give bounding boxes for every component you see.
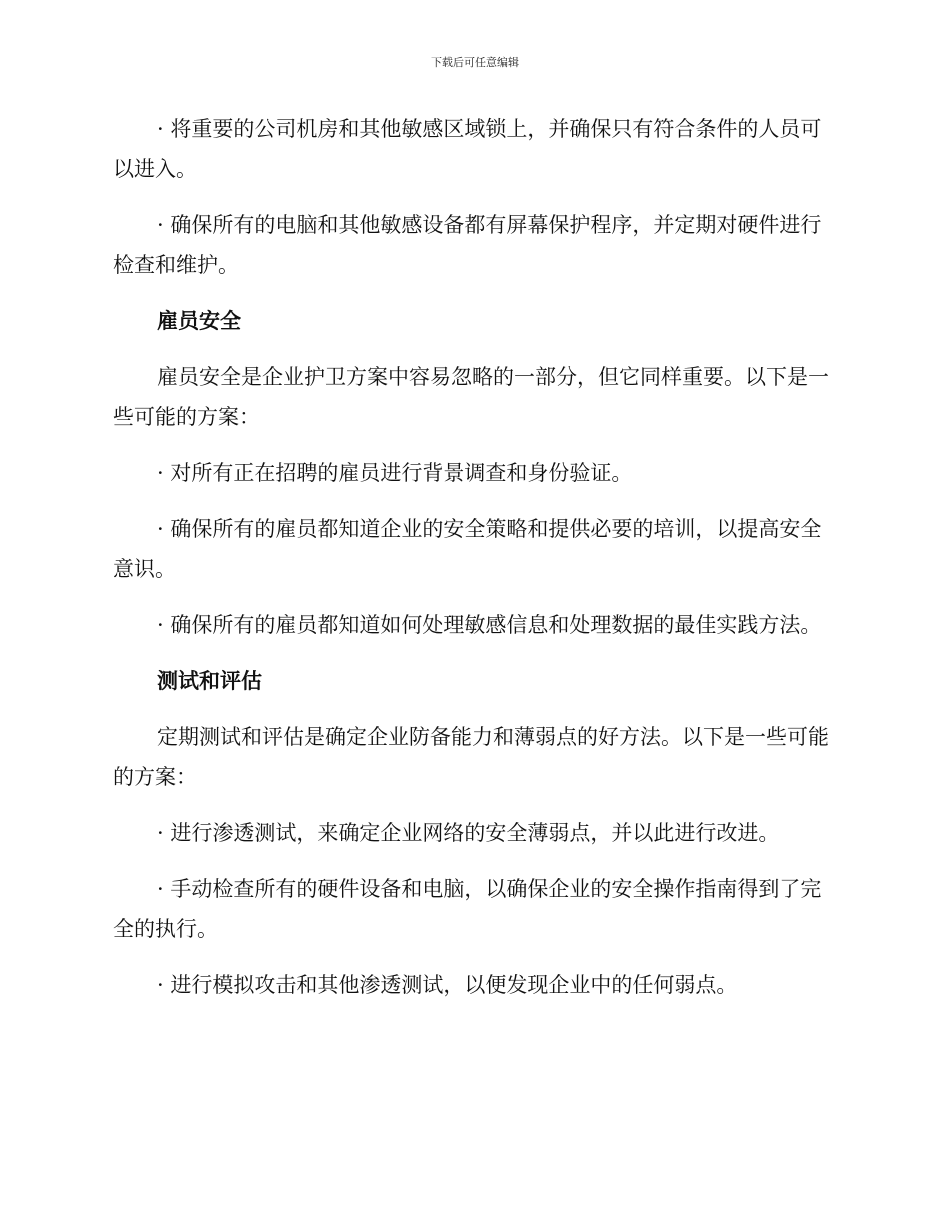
page-header: 下载后可任意编辑 bbox=[431, 56, 519, 69]
bullet-paragraph: · 进行模拟攻击和其他渗透测试，以便发现企业中的任何弱点。 bbox=[157, 973, 738, 997]
section-heading: 测试和评估 bbox=[157, 669, 262, 693]
document-body bbox=[113, 109, 835, 1021]
bullet-paragraph: · 确保所有的电脑和其他敏感设备都有屏幕保护程序，并定期对硬件进行检查和维护。 bbox=[113, 213, 822, 277]
bullet-paragraph: · 确保所有的雇员都知道如何处理敏感信息和处理数据的最佳实践方法。 bbox=[157, 613, 822, 637]
section-heading: 雇员安全 bbox=[157, 309, 241, 333]
intro-paragraph: 定期测试和评估是确定企业防备能力和薄弱点的好方法。以下是一些可能的方案： bbox=[113, 725, 829, 789]
bullet-paragraph: · 确保所有的雇员都知道企业的安全策略和提供必要的培训，以提高安全意识。 bbox=[113, 517, 822, 581]
bullet-paragraph: · 对所有正在招聘的雇员进行背景调查和身份验证。 bbox=[157, 461, 633, 485]
bullet-paragraph: · 手动检查所有的硬件设备和电脑，以确保企业的安全操作指南得到了完全的执行。 bbox=[113, 877, 822, 941]
bullet-paragraph: · 将重要的公司机房和其他敏感区域锁上，并确保只有符合条件的人员可以进入。 bbox=[113, 117, 822, 181]
intro-paragraph: 雇员安全是企业护卫方案中容易忽略的一部分，但它同样重要。以下是一些可能的方案： bbox=[113, 365, 829, 429]
bullet-paragraph: · 进行渗透测试，来确定企业网络的安全薄弱点，并以此进行改进。 bbox=[157, 821, 780, 845]
